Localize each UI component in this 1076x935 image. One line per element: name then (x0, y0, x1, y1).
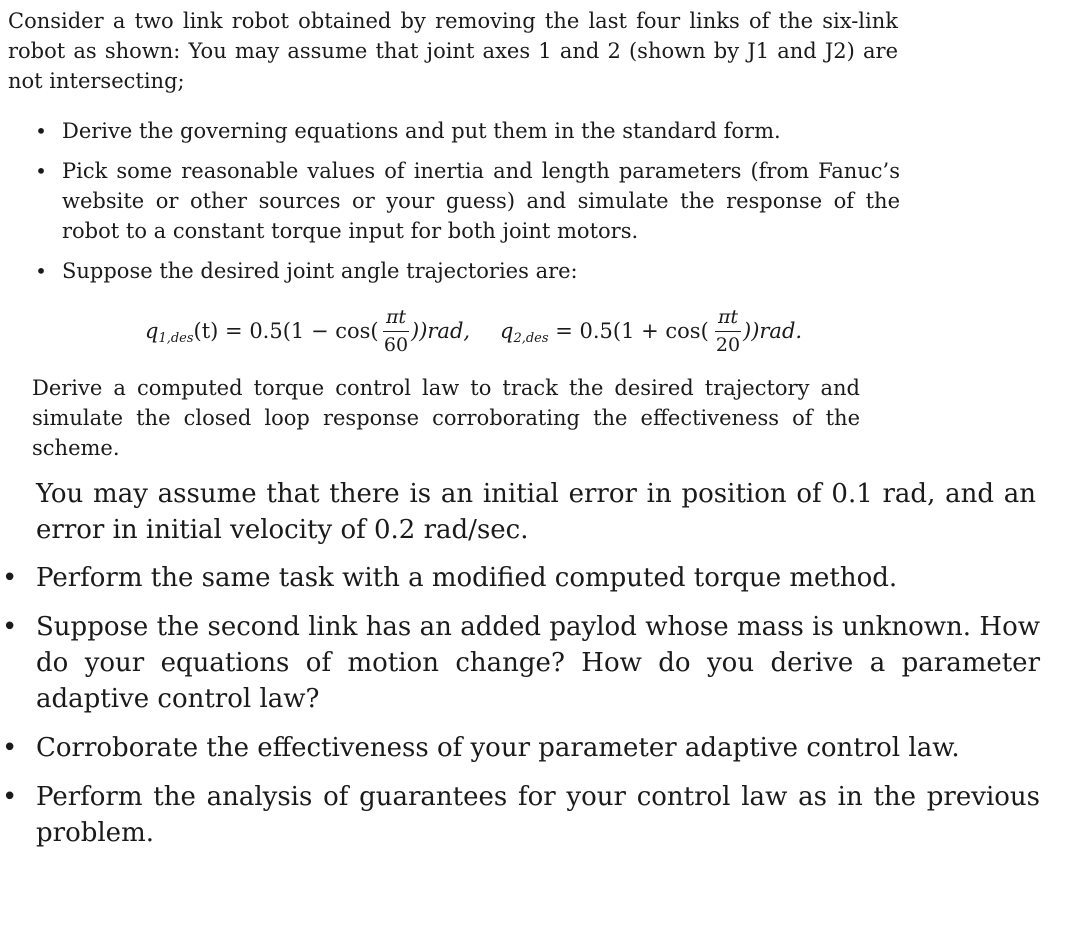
list-item (30, 116, 900, 146)
list-item (30, 256, 900, 286)
task-text: Suppose the desired joint angle trajectories are: (62, 259, 578, 283)
trajectory-equation (145, 305, 845, 365)
bullet-icon: • (2, 563, 18, 593)
bullet-icon: • (35, 259, 47, 283)
bullet-icon: • (2, 782, 18, 812)
intro-paragraph: Consider a two link robot obtained by removing the last four links of the six-link robot as shown: You may assume that joint axes 1 and 2 (shown by J1 and J2) are not intersecting; (8, 9, 898, 93)
q1-fraction: πt 60 (383, 306, 409, 356)
bullet-icon: • (35, 159, 47, 183)
task-text: Corroborate the effectiveness of your parameter adaptive control law. (36, 733, 960, 763)
bullet-icon: • (35, 119, 47, 143)
continuation-paragraph: You may assume that there is an initial error in position of 0.1 rad, and an error in initial velocity of 0.2 rad/sec. (36, 479, 1036, 545)
bullet-icon: • (2, 612, 18, 642)
q2-fraction: πt 20 (715, 306, 741, 356)
list-item (0, 779, 1040, 851)
task-list-part1 (30, 116, 900, 286)
task-text: Perform the analysis of guarantees for your control law as in the previous problem. (36, 782, 1040, 848)
list-item (0, 560, 1040, 596)
task-text: Suppose the second link has an added paylod whose mass is unknown. How do your equations of motion change? How do you derive a parameter adaptive control law? (36, 612, 1040, 714)
task-text: Pick some reasonable values of inertia and length parameters (from Fanuc’s website or other sources or your guess) and simulate the response of the robot to a constant torque input for both joint motors. (62, 159, 900, 243)
task-text: Derive the governing equations and put them in the standard form. (62, 119, 781, 143)
derive-paragraph: Derive a computed torque control law to track the desired trajectory and simulate the closed loop response corroborating the effectiveness of the scheme. (32, 376, 860, 460)
q2-lhs: $q_{2,des} = 0.5(1 + \cos$( (500, 319, 709, 346)
list-item (0, 609, 1040, 717)
task-list-part2 (0, 560, 1040, 851)
q1-lhs: $q_{1,des}(t) = 0.5(1 - \cos$( (145, 319, 379, 346)
q2-tail: ))rad. (743, 319, 803, 343)
list-item (0, 730, 1040, 766)
q1-tail: ))rad, (411, 319, 471, 343)
task-text: Perform the same task with a modified computed torque method. (36, 563, 898, 593)
bullet-icon: • (2, 733, 18, 763)
list-item (30, 156, 900, 246)
